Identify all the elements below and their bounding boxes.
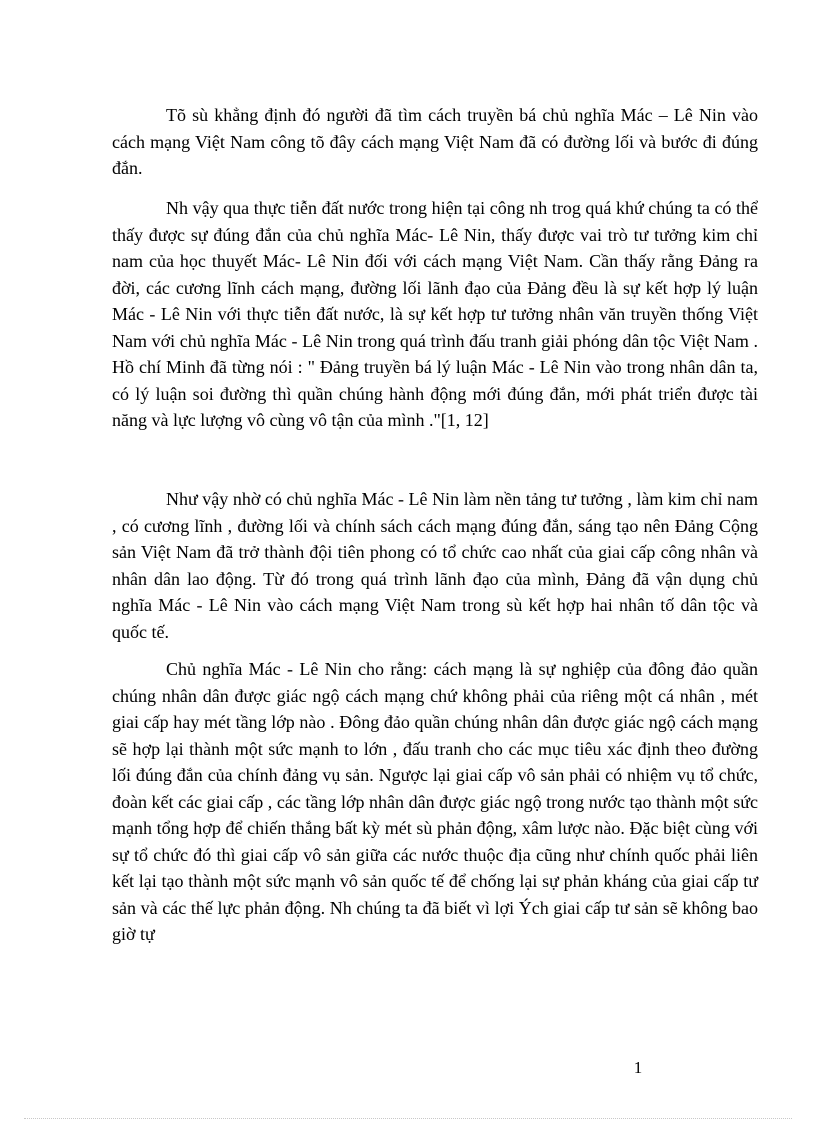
paragraph-4: Chủ nghĩa Mác - Lê Nin cho rằng: cách mạng là sự nghiệp của đông đảo quần chúng nhân dân được giác ngộ cách mạng chứ không phải của riêng một cá nhân , mét giai cấp hay mét tầng lớp nào . Đông đảo quần chúng nhân dân được giác ngộ cách mạng sẽ hợp lại thành một sức mạnh to lớn , đấu tranh cho các mục tiêu xác định theo đường lối đúng đắn của chính đảng vụ sản. Ngược lại giai cấp vô sản phải có nhiệm vụ tổ chức, đoàn kết các giai cấp , các tầng lớp nhân dân được giác ngộ trong nước tạo thành một sức mạnh tổng hợp để chiến thắng bất kỳ mét sù phản động, xâm lược nào. Đặc biệt cùng với sự tổ chức đó thì giai cấp vô sản giữa các nước thuộc địa cũng như chính quốc phải liên kết lại tạo thành một sức mạnh vô sản quốc tế để chống lại sự phản kháng của giai cấp tư sản và các thế lực phản động. Nh chúng ta đã biết vì lợi Ých giai cấp tư sản sẽ không bao giờ tự [112,659,758,944]
paragraph-1: Tõ sù khẳng định đó người đã tìm cách truyền bá chủ nghĩa Mác – Lê Nin vào cách mạng Việt Nam công tõ đây cách mạng Việt Nam đã có đường lối và bước đi đúng đắn. [112,105,758,178]
page-number: 1 [633,1058,643,1077]
page-bottom-divider [24,1118,792,1119]
paragraph-2: Nh vậy qua thực tiễn đất nước trong hiện tại công nh trog quá khứ chúng ta có thể thấy được sự đúng đắn của chủ nghĩa Mác- Lê Nin, thấy được vai trò tư tưởng kim chỉ nam của học thuyết Mác- Lê Nin đối với cách mạng Việt Nam. Cần thấy rằng Đảng ra đời, các cương lĩnh cách mạng, đường lối lãnh đạo của Đảng đều là sự kết hợp lý luận Mác - Lê Nin với thực tiễn đất nước, là sự kết hợp tư tưởng nhân văn truyền thống Việt Nam với chủ nghĩa Mác - Lê Nin trong quá trình đấu tranh giải phóng dân tộc Việt Nam . Hồ chí Minh đã từng nói : " Đảng truyền bá lý luận Mác - Lê Nin vào trong nhân dân ta, có lý luận soi đường thì quần chúng hành động mới đúng đắn, mới phát triển được tài năng và lực lượng vô cùng vô tận của mình ."[1, 12] [112,198,758,430]
paragraph-3: Như vậy nhờ có chủ nghĩa Mác - Lê Nin làm nền tảng tư tưởng , làm kim chỉ nam , có cương lĩnh , đường lối và chính sách cách mạng đúng đắn, sáng tạo nên Đảng Cộng sản Việt Nam đã trở thành đội tiên phong có tổ chức cao nhất của giai cấp công nhân và nhân dân lao động. Từ đó trong quá trình lãnh đạo của mình, Đảng đã vận dụng chủ nghĩa Mác - Lê Nin vào cách mạng Việt Nam trong sù kết hợp hai nhân tố dân tộc và quốc tế. [112,489,758,642]
